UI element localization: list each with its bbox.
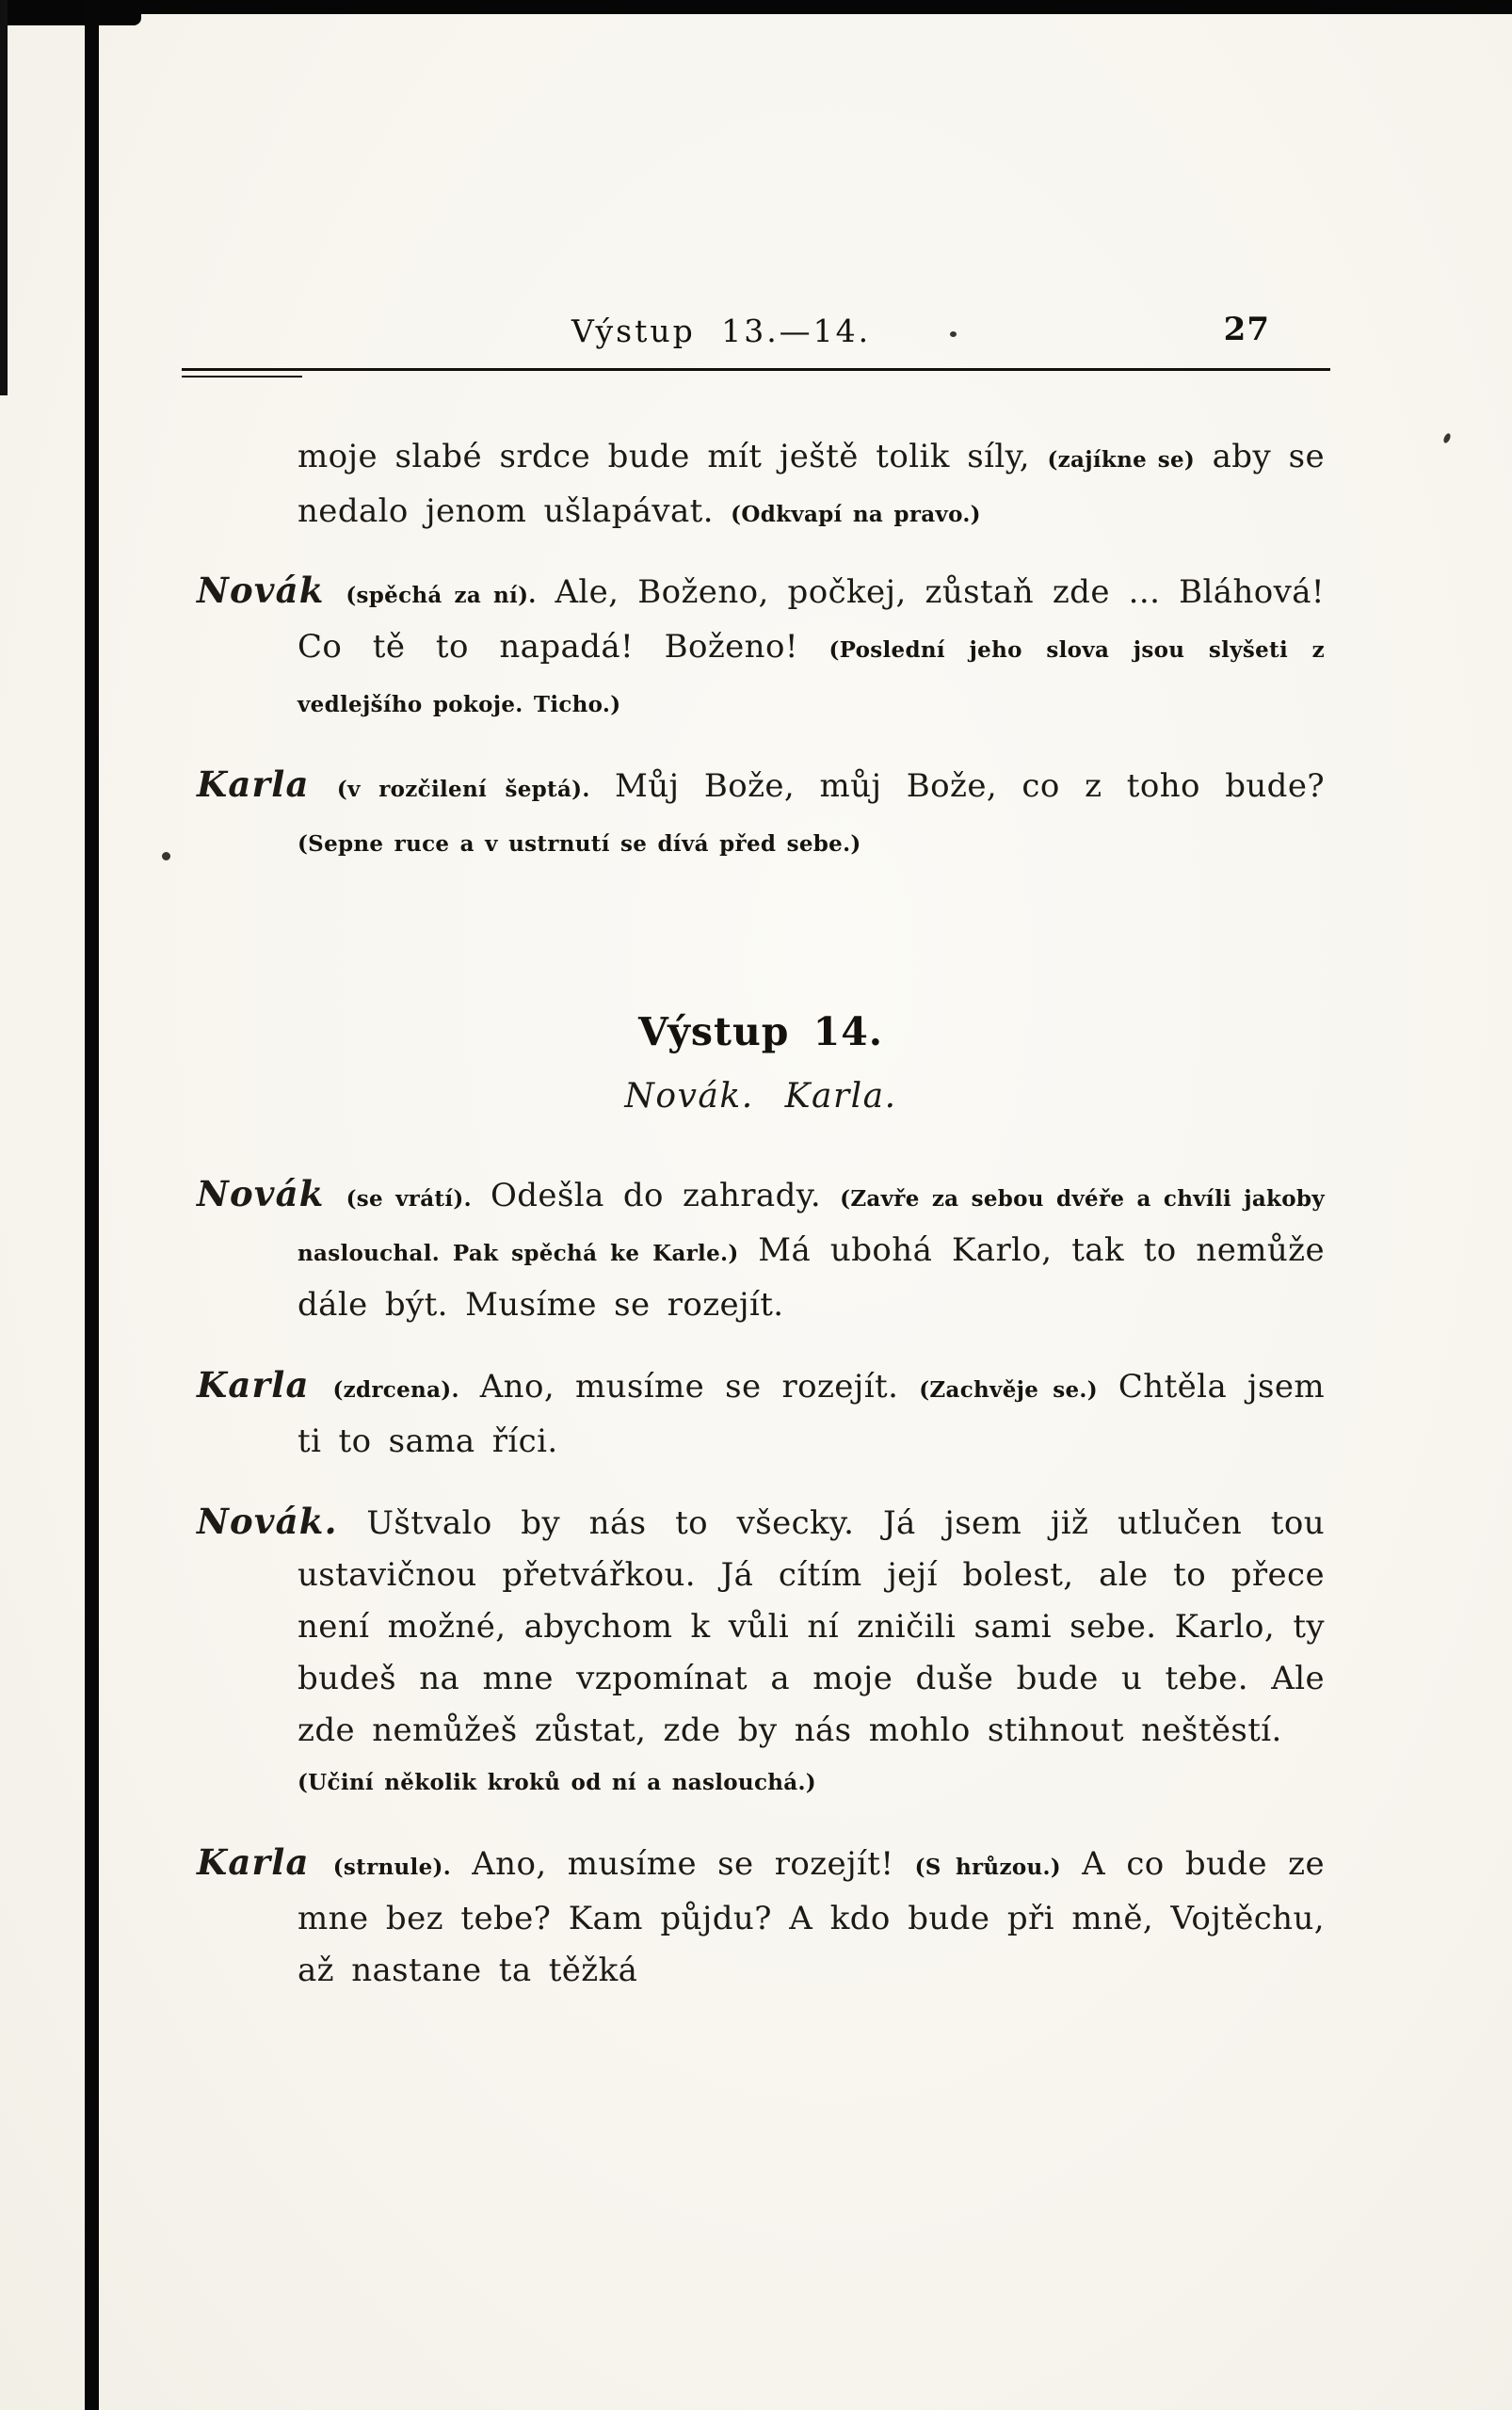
speaker-name: Novák	[197, 1173, 346, 1214]
dialogue-paragraph-novak	[197, 565, 1325, 731]
speech-text: aby se nedalo jenom ušlapávat.	[298, 438, 1325, 530]
page-number: 27	[1223, 311, 1270, 348]
stage-direction: (Zachvěje se.)	[919, 1377, 1098, 1403]
speaker-name: Novák.	[197, 1501, 338, 1542]
stage-direction: (zajíkne se)	[1047, 447, 1196, 473]
stage-direction: (Poslední jeho slova jsou slyšeti z vedlejšího pokoje. Ticho.)	[298, 637, 1325, 717]
stage-direction: (spěchá za ní).	[346, 583, 537, 608]
stage-direction: (v rozčilení šeptá).	[336, 777, 590, 802]
speech-text: Ale, Boženo, počkej, zůstaň zde ... Bláhová! Co tě to napadá! Boženo!	[298, 573, 1325, 666]
speech-text: Odešla do zahrady.	[490, 1177, 841, 1214]
speech-text: Chtěla jsem ti to sama říci.	[298, 1368, 1326, 1460]
speaker-name: Novák	[197, 570, 346, 611]
speech-text: Ano, musíme se rozejít.	[479, 1368, 920, 1406]
speech-text: Má ubohá Karlo, tak to nemůže dále být. Musíme se rozejít.	[298, 1231, 1325, 1324]
scene-characters: Novák. Karla.	[624, 1077, 897, 1116]
speech-text: moje slabé srdce bude mít ještě tolik síly,	[298, 438, 1048, 475]
stage-direction: (Odkvapí na pravo.)	[731, 502, 981, 527]
scan-speck	[162, 852, 170, 860]
speech-text: A co bude ze mne bez tebe? Kam půjdu? A kdo bude při mně, Vojtěchu, až nastane ta těžká	[298, 1845, 1325, 1989]
page-content	[197, 313, 1325, 2025]
stage-direction: (strnule).	[332, 1855, 452, 1880]
scan-edge-top	[0, 0, 1512, 14]
stage-direction: (Zavře za sebou dvéře a chvíli jakoby naslouchal. Pak spěchá ke Karle.)	[298, 1186, 1325, 1266]
running-head	[197, 313, 1325, 358]
stage-direction: (S hrůzou.)	[914, 1855, 1061, 1880]
stage-direction: (zdrcena).	[332, 1377, 459, 1403]
speaker-name: Karla	[197, 763, 337, 805]
stage-direction: (Sepne ruce a v ustrnutí se dívá před sebe.)	[298, 831, 861, 857]
dialogue-paragraph-novak	[197, 1496, 1325, 1808]
dialogue-paragraph-karla	[197, 1837, 1325, 1997]
scan-speck	[1442, 432, 1452, 444]
dialogue-paragraph-novak	[197, 1168, 1325, 1331]
running-head-title: Výstup 13.—14.	[571, 313, 872, 349]
scan-edge-corner	[0, 0, 141, 25]
scan-edge-left-line	[85, 0, 99, 2410]
stage-direction: (Učiní několik kroků od ní a naslouchá.)	[298, 1770, 816, 1795]
dialogue-paragraph-continuation	[197, 431, 1325, 540]
scene-heading: Výstup 14.	[637, 1009, 884, 1054]
dialogue-paragraph-karla	[197, 1359, 1325, 1468]
scan-edge-left-sliver	[0, 0, 8, 395]
speaker-name: Karla	[197, 1364, 333, 1406]
stage-direction: (se vrátí).	[346, 1186, 472, 1212]
speaker-name: Karla	[197, 1841, 333, 1883]
speech-text: Uštvalo by nás to všecky. Já jsem již utlučen tou ustavičnou přetvářkou. Já cítím její bolest, ale to přece není možné, abychom k vůli ní zničili sami sebe. Karlo, ty budeš na mne vzpomínat a moje duše bude u tebe. Ale zde nemůžeš zůstat, zde by nás mohlo stihnout neštěstí.	[298, 1504, 1325, 1749]
speech-text: Můj Bože, můj Bože, co z toho bude?	[615, 767, 1325, 805]
speech-text: Ano, musíme se rozejít!	[472, 1845, 915, 1883]
dialogue-paragraph-karla	[197, 759, 1325, 870]
